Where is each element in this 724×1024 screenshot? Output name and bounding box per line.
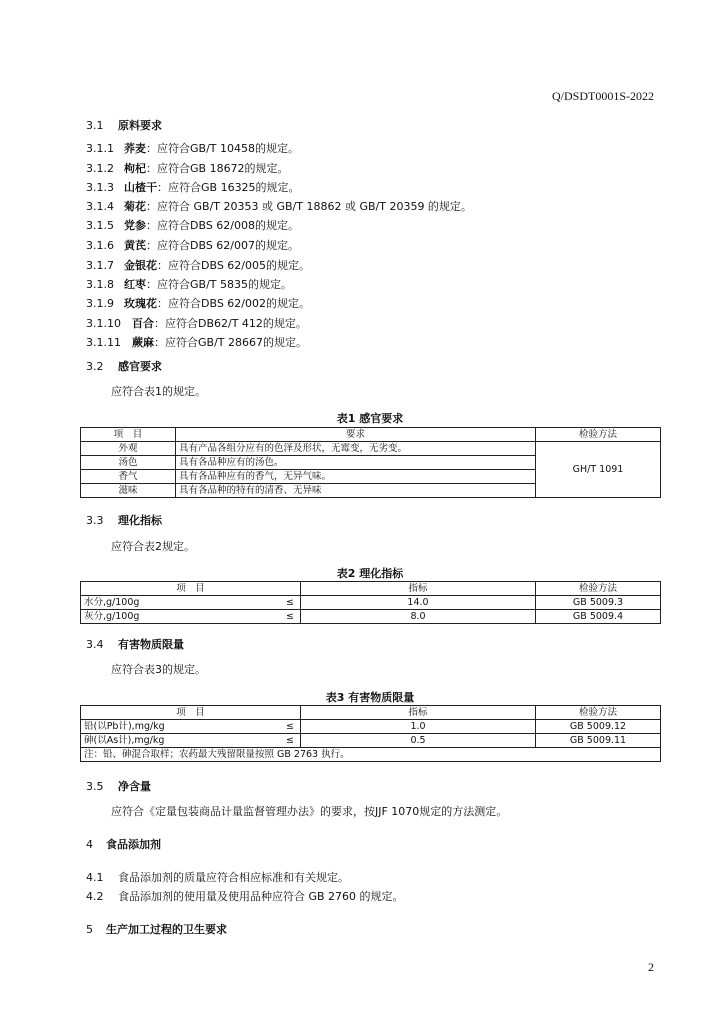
operator: ≤ [286,721,294,732]
section-title: 生产加工过程的卫生要求 [106,923,227,936]
cell-method: GB 5009.4 [536,610,661,624]
table-2-physchem [80,581,661,624]
additive-item [86,888,404,904]
item-text: ：应符合GB 16325的规定。 [157,181,300,194]
item-name: 红枣 [124,278,146,291]
col-header-item: 项 目 [81,428,176,442]
standard-code: Q/DSDT0001S-2022 [551,89,654,103]
item-text: ：应符合GB/T 28667的规定。 [154,336,307,349]
item-name: 黄芪 [124,239,146,252]
cell-method: GB 5009.3 [536,596,661,610]
item-text: ：应符合 GB/T 20353 或 GB/T 18862 或 GB/T 20359 的规定。 [146,200,472,213]
item-number: 3.1.5 [86,219,114,232]
table-row [81,720,661,734]
cell-item: 外观 [81,442,176,456]
material-item [86,140,299,156]
item-number: 3.1.9 [86,297,114,310]
material-item [86,237,299,253]
section-title: 原料要求 [118,119,162,132]
section-3-4-heading [86,636,184,652]
item-name: 党参 [124,219,146,232]
item-number: 3.1.7 [86,259,114,272]
col-header-method: 检验方法 [536,706,661,720]
material-item [86,160,289,176]
material-item [86,198,472,214]
cell-limit: 8.0 [301,610,536,624]
item-number: 3.1.2 [86,162,114,175]
cell-requirement: 具有各品种应有的汤色。 [176,456,536,470]
cell-requirement: 具有各品种应有的香气，无异气味。 [176,470,536,484]
section-number: 3.5 [86,780,104,793]
item-name: 玫瑰花 [124,297,157,310]
col-header-requirement: 要求 [176,428,536,442]
material-item [86,257,310,273]
col-header-method: 检验方法 [536,428,661,442]
operator: ≤ [286,597,294,608]
item-text: ：应符合GB/T 5835的规定。 [146,278,292,291]
cell-requirement: 具有产品各组分应有的色泽及形状，无霉变，无劣变。 [176,442,536,456]
material-item [86,315,307,331]
cell-item [81,596,301,610]
item-text: ：应符合GB/T 10458的规定。 [146,142,299,155]
item-label: 灰分,g/100g [84,611,140,622]
section-number: 3.1 [86,119,104,132]
section-3-2-text: 应符合表1的规定。 [111,385,206,398]
cell-item: 香气 [81,470,176,484]
item-number: 3.1.8 [86,278,114,291]
table-1-caption: 表1 感官要求 [336,412,404,425]
item-label: 水分,g/100g [84,597,140,608]
table-2-caption: 表2 理化指标 [336,567,404,580]
item-number: 3.1.10 [86,317,121,330]
cell-requirement: 具有各品种的特有的清香、无异味 [176,484,536,498]
cell-item: 汤色 [81,456,176,470]
item-text: 食品添加剂的使用量及使用品种应符合 GB 2760 的规定。 [118,890,404,903]
cell-item [81,610,301,624]
item-text: ：应符合DB62/T 412的规定。 [154,317,307,330]
section-title: 净含量 [118,780,151,793]
section-3-3-heading [86,512,162,528]
section-4-heading [86,836,161,852]
item-number: 3.1.11 [86,336,121,349]
item-number: 3.1.6 [86,239,114,252]
cell-item: 滋味 [81,484,176,498]
material-item [86,295,310,311]
cell-item [81,734,301,748]
section-title: 理化指标 [118,514,162,527]
section-number: 5 [86,923,93,936]
item-label: 砷(以As计),mg/kg [84,735,165,746]
section-3-4-text: 应符合表3的规定。 [111,663,206,676]
col-header-item: 项 目 [81,706,301,720]
item-name: 荞麦 [124,142,146,155]
item-name: 枸杞 [124,162,146,175]
item-text: ：应符合DBS 62/008的规定。 [146,219,300,232]
table-row [81,442,661,456]
operator: ≤ [286,611,294,622]
section-3-5-heading [86,778,151,794]
cell-limit: 1.0 [301,720,536,734]
operator: ≤ [286,735,294,746]
item-text: ：应符合DBS 62/007的规定。 [146,239,300,252]
additive-item [86,869,349,885]
table-note-row [81,748,661,762]
item-number: 4.1 [86,871,104,884]
item-text: ：应符合GB 18672的规定。 [146,162,289,175]
item-name: 蕨麻 [132,336,154,349]
item-number: 3.1.4 [86,200,114,213]
section-number: 3.4 [86,638,104,651]
cell-method: GB 5009.12 [536,720,661,734]
table-row [81,734,661,748]
table-header-row [81,706,661,720]
material-item [86,179,300,195]
item-name: 百合 [132,317,154,330]
section-title: 有害物质限量 [118,638,184,651]
section-3-1-heading [86,117,162,133]
material-item [86,276,292,292]
material-item [86,334,307,350]
item-number: 3.1.1 [86,142,114,155]
item-number: 4.2 [86,890,104,903]
item-label: 铅(以Pb计),mg/kg [84,721,165,732]
item-text: ：应符合DBS 62/002的规定。 [157,297,311,310]
section-title: 食品添加剂 [106,838,161,851]
section-5-heading [86,921,227,937]
cell-limit: 0.5 [301,734,536,748]
table-row [81,596,661,610]
cell-item [81,720,301,734]
page-number: 2 [648,960,654,974]
item-name: 金银花 [124,259,157,272]
item-name: 菊花 [124,200,146,213]
col-header-limit: 指标 [301,706,536,720]
section-number: 3.3 [86,514,104,527]
table-row [81,610,661,624]
item-name: 山楂干 [124,181,157,194]
item-number: 3.1.3 [86,181,114,194]
table-header-row [81,582,661,596]
cell-method: GH/T 1091 [536,442,661,498]
item-text: 食品添加剂的质量应符合相应标准和有关规定。 [118,871,349,884]
table-1-sensory [80,427,661,498]
material-item [86,217,299,233]
cell-limit: 14.0 [301,596,536,610]
table-note: 注：铅、砷混合取样；农药最大残留限量按照 GB 2763 执行。 [81,748,661,762]
col-header-item: 项 目 [81,582,301,596]
cell-method: GB 5009.11 [536,734,661,748]
section-3-2-heading [86,358,162,374]
table-header-row [81,428,661,442]
section-title: 感官要求 [118,360,162,373]
section-3-3-text: 应符合表2规定。 [111,540,195,553]
item-text: ：应符合DBS 62/005的规定。 [157,259,311,272]
table-3-caption: 表3 有害物质限量 [325,691,415,704]
table-3-contaminants [80,705,661,762]
section-number: 4 [86,838,93,851]
section-3-5-text: 应符合《定量包装商品计量监督管理办法》的要求，按JJF 1070规定的方法测定。 [111,805,508,818]
col-header-method: 检验方法 [536,582,661,596]
col-header-limit: 指标 [301,582,536,596]
section-number: 3.2 [86,360,104,373]
